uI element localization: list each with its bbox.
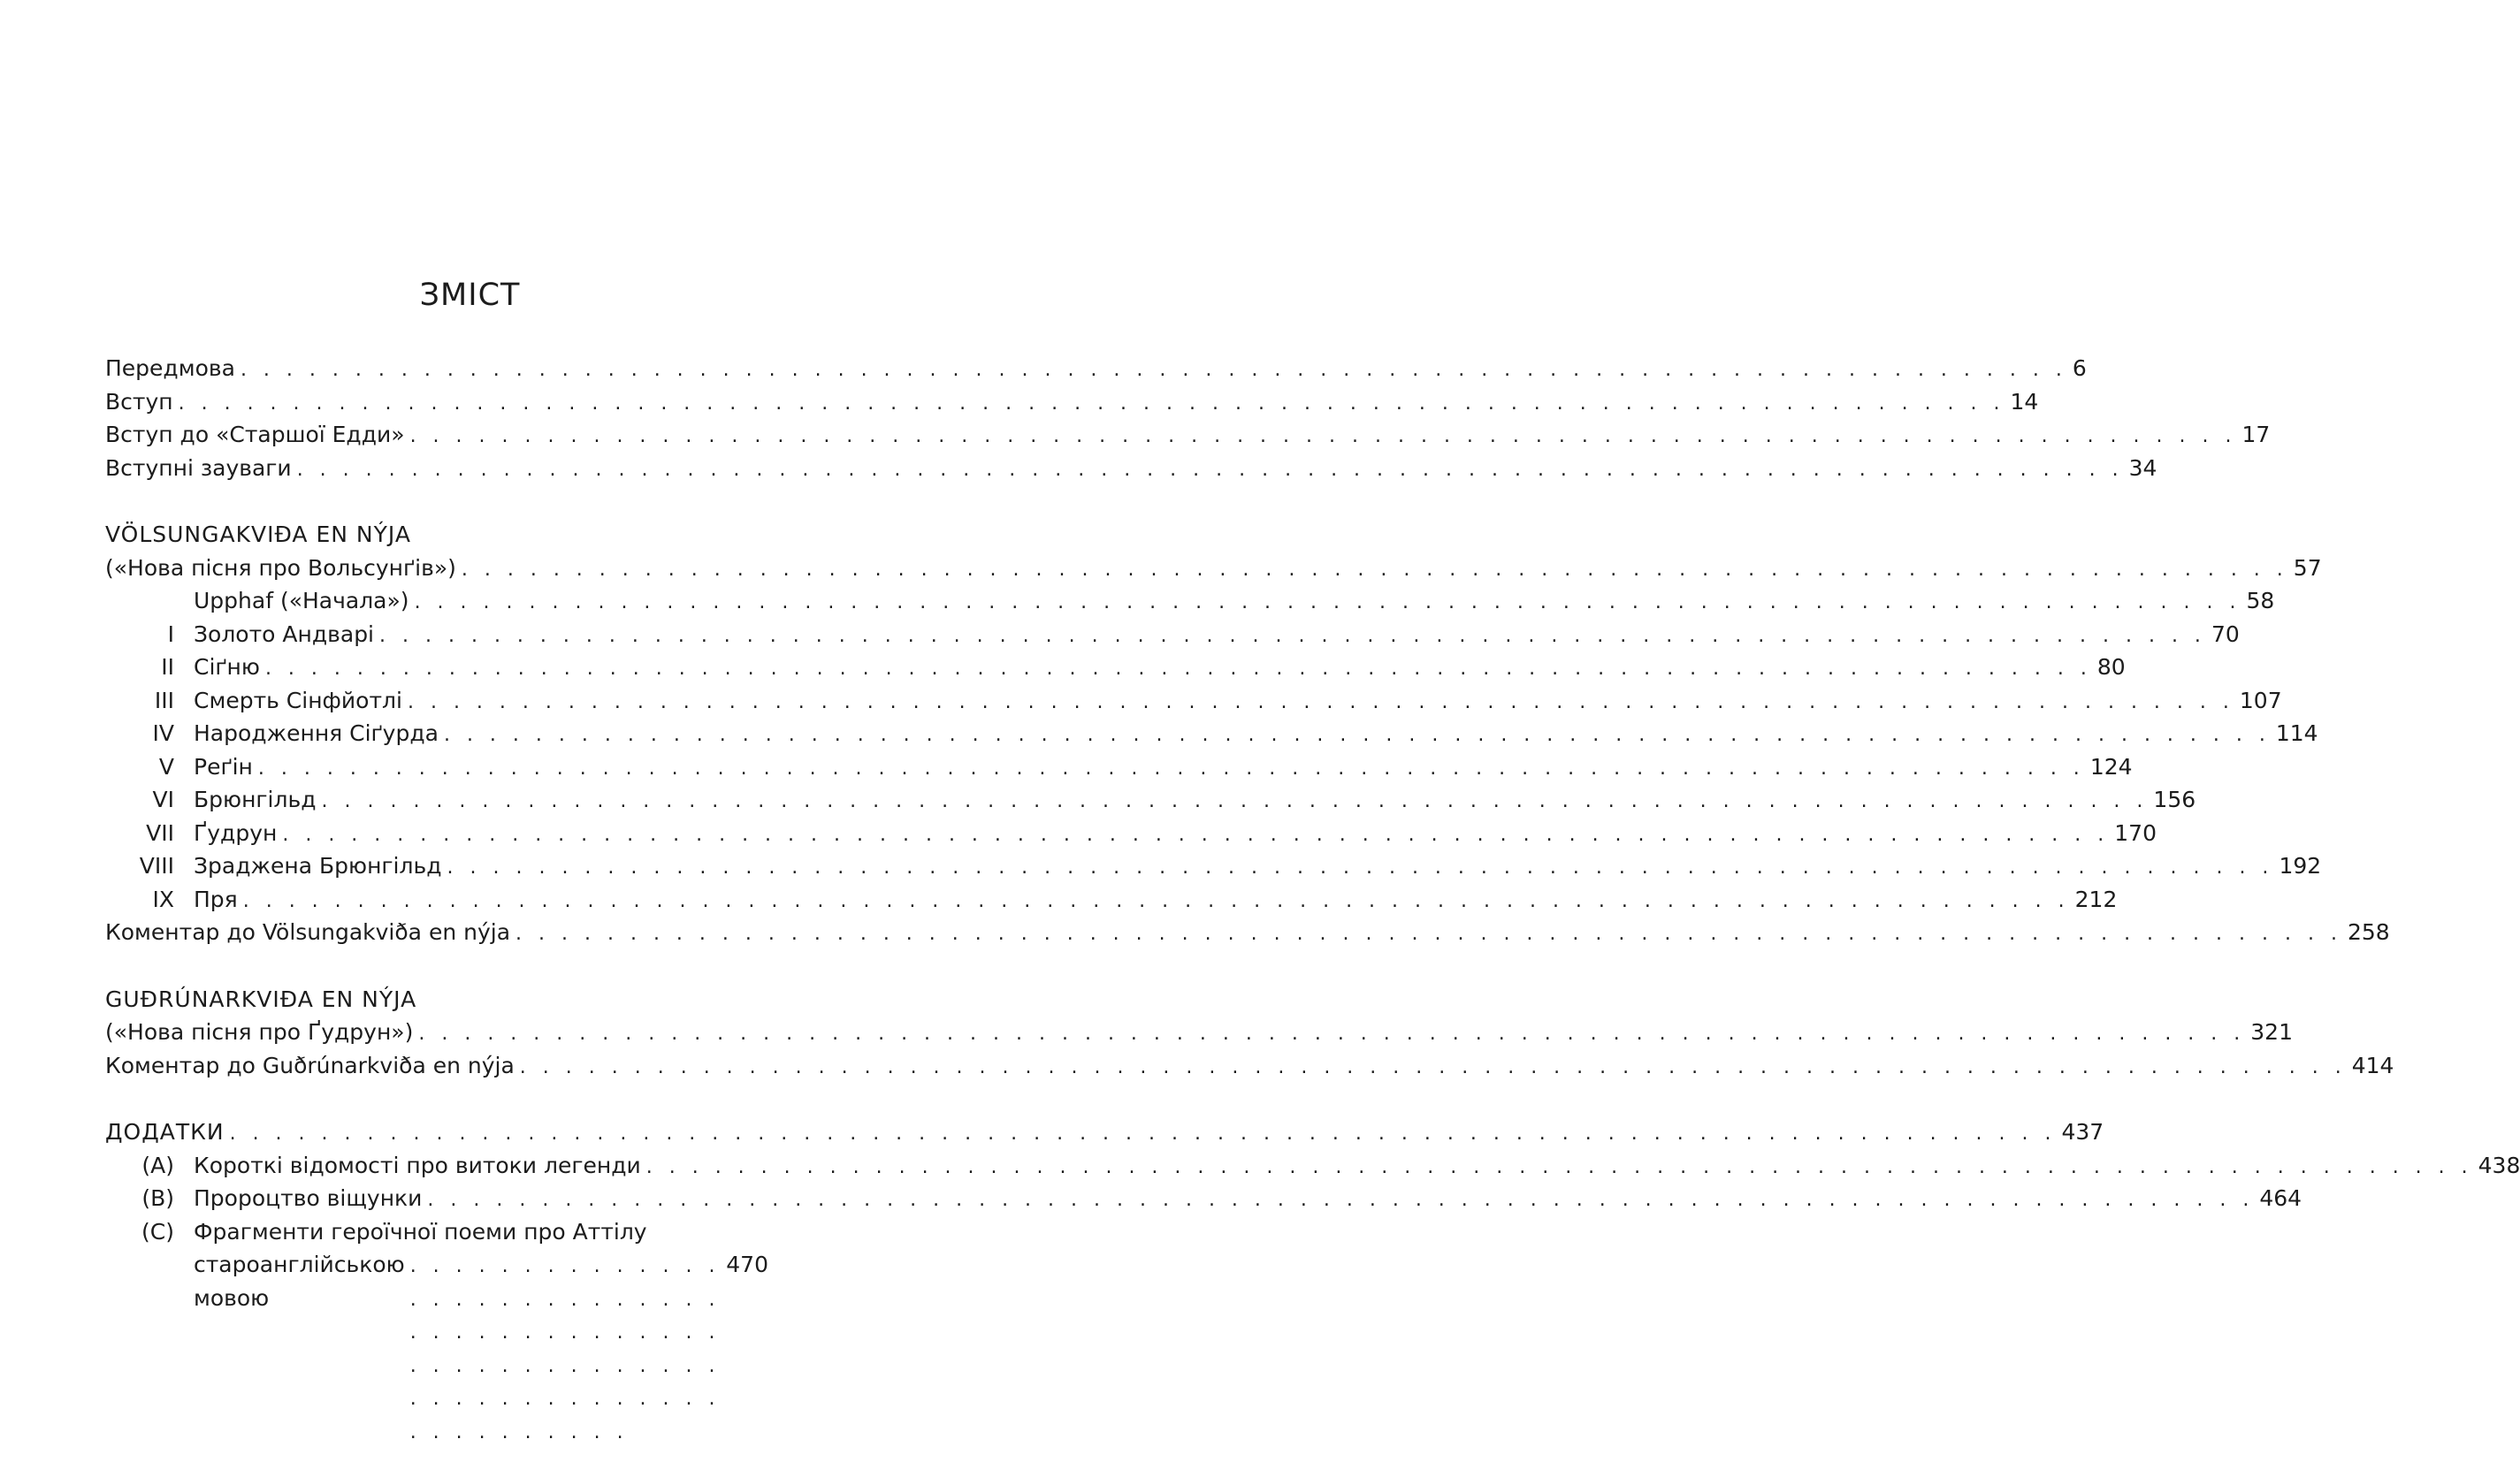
toc-entry-continuation[interactable] [105,1248,768,1311]
dot-leader [282,819,2109,852]
entry-title: Коментар до Völsungakviða en nýja [105,919,511,945]
section-gap [105,949,768,983]
entry-title: Пря [194,886,238,912]
entry-page: 6 [2072,355,2087,381]
entry-number: VII [146,819,174,846]
entry-number: V [158,753,174,780]
dot-leader [297,453,2124,487]
entry-title: Передмова [105,355,235,381]
toc-entry[interactable] [105,750,2133,784]
entry-number: VI [152,787,174,812]
entry-page: 321 [2250,1019,2293,1045]
entry-title: Вступ до «Старшої Едди» [105,422,405,447]
entry-title: Коментар до Guðrúnarkviða en nýja [105,1052,515,1078]
entry-title: Пророцтво віщунки [194,1185,423,1211]
entry-page: 70 [2211,621,2240,647]
entry-page: 156 [2153,787,2196,812]
toc-entry-appendices[interactable] [105,1116,2104,1149]
entry-number: (C) [141,1218,174,1245]
toc-entry[interactable] [105,618,2240,651]
toc-entry[interactable] [105,1149,2520,1183]
toc-entry[interactable] [105,684,2282,718]
dot-leader [646,1151,2473,1184]
entry-title: ДОДАТКИ [105,1119,225,1145]
entry-number: II [161,654,174,680]
entry-title: Смерть Сінфйотлі [194,687,402,713]
entry-title: («Нова пісня про Ґудрун») [105,1019,414,1045]
dot-leader [408,686,2234,720]
entry-page: 34 [2128,454,2157,481]
entry-page: 437 [2061,1119,2104,1145]
dot-leader [230,1117,2057,1151]
entry-title: Ґудрун [194,819,278,846]
section-heading-volsung[interactable]: VÖLSUNGAKVIÐA EN NÝJA [105,522,411,547]
entry-title-continued: староанглійською мовою [194,1252,405,1311]
entry-title: Короткі відомості про витоки легенди [194,1152,641,1178]
toc-entry[interactable] [105,452,2157,485]
toc-entry[interactable] [105,352,2087,385]
toc-entry[interactable] [105,1215,768,1249]
table-of-contents [105,352,2520,1311]
dot-leader [515,918,2342,951]
entry-page: 14 [2010,388,2039,415]
entry-page: 124 [2089,753,2133,780]
dot-leader [427,1184,2254,1217]
toc-entry[interactable] [105,651,2126,684]
dot-leader [410,420,2237,453]
toc-entry[interactable] [105,1049,2394,1083]
entry-number: (A) [141,1152,174,1178]
entry-page: 80 [2096,654,2126,680]
section-gap [105,484,768,518]
dot-leader [520,1051,2347,1085]
dot-leader [415,586,2241,620]
toc-entry[interactable] [105,1016,2293,1049]
entry-page: 464 [2259,1185,2302,1211]
entry-number: (B) [141,1185,174,1211]
toc-entry[interactable] [105,916,2390,949]
entry-title: Народження Сіґурда [194,720,439,746]
entry-title: («Нова пісня про Вольсунґів») [105,554,456,581]
toc-entry[interactable] [105,552,2322,585]
entry-page: 192 [2279,853,2322,879]
entry-title: Реґін [194,753,253,780]
entry-number: VIII [139,853,174,879]
dot-leader [462,553,2288,587]
dot-leader [258,752,2085,786]
entry-number: IV [152,720,174,746]
entry-page: 438 [2478,1152,2520,1178]
toc-entry[interactable] [105,883,2118,917]
entry-page: 470 [726,1252,768,1277]
toc-entry[interactable] [105,418,2271,452]
toc-entry[interactable] [105,1182,2302,1215]
toc-entry[interactable] [105,385,2039,419]
entry-title: Фрагменти героїчної поеми про Аттілу [194,1218,647,1245]
dot-leader [379,620,2206,653]
dot-leader [265,652,2092,686]
section-heading-gudrun[interactable]: GUÐRÚNARKVIÐA EN NÝJA [105,986,417,1012]
dot-leader [322,785,2149,819]
entry-title: Зраджена Брюнгільд [194,853,442,879]
toc-entry[interactable] [105,783,2196,817]
entry-page: 114 [2275,720,2318,746]
entry-page: 17 [2241,422,2271,447]
entry-page: 58 [2246,588,2275,613]
entry-title: Брюнгільд [194,787,317,812]
entry-number: III [154,687,174,713]
entry-title: Upphaf («Начала») [194,588,409,613]
entry-title: Сіґню [194,654,260,680]
entry-title: Золото Андварі [194,621,375,647]
entry-title: Вступ [105,388,173,415]
dot-leader [179,387,2005,421]
toc-entry[interactable] [105,584,2275,618]
entry-page: 107 [2239,687,2282,713]
entry-page: 414 [2351,1052,2394,1078]
dot-leader [418,1017,2245,1051]
page-title: ЗМІСТ [419,278,521,313]
toc-entry[interactable] [105,849,2322,883]
entry-number: I [167,621,174,647]
toc-entry[interactable] [105,717,2318,750]
toc-entry[interactable] [105,817,2157,850]
dot-leader [447,851,2274,885]
entry-page: 258 [2347,919,2390,945]
entry-page: 212 [2074,886,2118,912]
entry-page: 57 [2293,554,2322,581]
dot-leader [410,1250,722,1449]
dot-leader [444,719,2271,752]
dot-leader [243,885,2070,918]
section-gap [105,1082,768,1116]
entry-number: IX [152,886,174,912]
entry-title: Вступні зауваги [105,454,292,481]
entry-page: 170 [2114,819,2157,846]
dot-leader [241,354,2067,387]
